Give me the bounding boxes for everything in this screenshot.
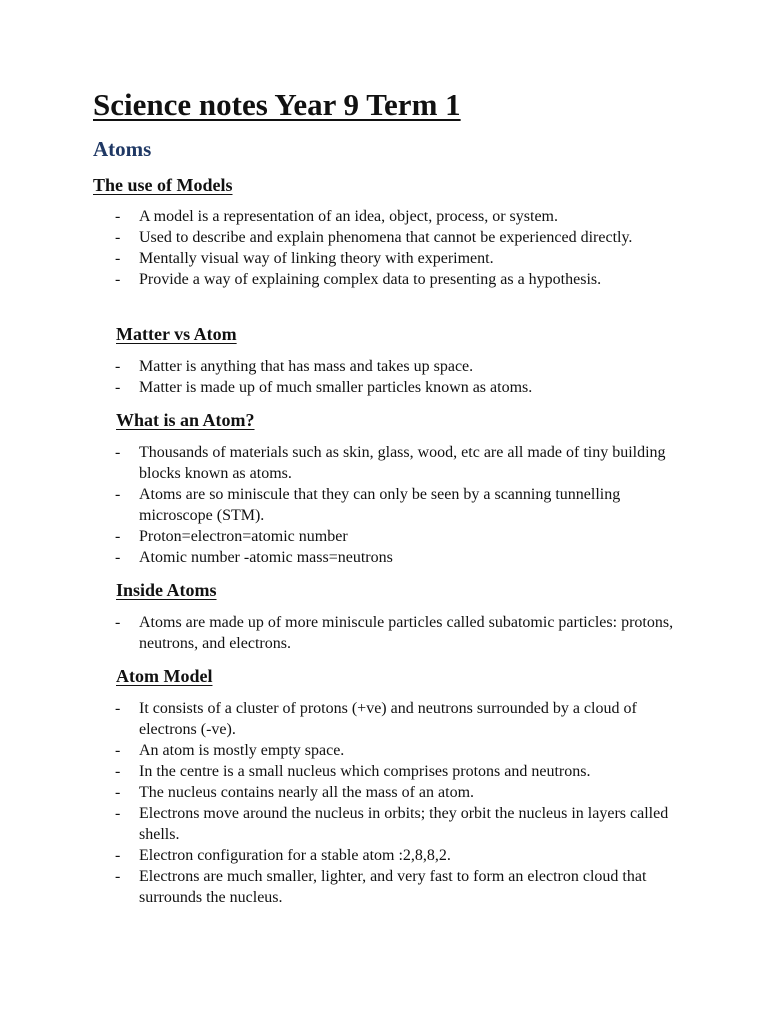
bullet-dash: - xyxy=(115,868,121,885)
section-heading-inside-atoms: Inside Atoms xyxy=(116,580,217,600)
document-title: Science notes Year 9 Term 1 xyxy=(93,87,461,122)
list-item xyxy=(113,740,683,761)
list-item xyxy=(113,612,683,654)
matter-list xyxy=(113,356,683,398)
list-item-text: Electrons are much smaller, lighter, and very fast to form an electron cloud that surrounds the nucleus. xyxy=(139,868,647,906)
list-item xyxy=(113,356,683,377)
list-item-text: Proton=electron=atomic number xyxy=(139,528,348,545)
list-item-text: Atoms are made up of more miniscule particles called subatomic particles: protons, neutrons, and electrons. xyxy=(139,614,674,652)
list-item xyxy=(113,698,683,740)
list-item-text: Electrons move around the nucleus in orbits; they orbit the nucleus in layers called shells. xyxy=(139,805,669,843)
list-item xyxy=(113,248,683,269)
list-item xyxy=(113,866,683,908)
list-item xyxy=(113,761,683,782)
bullet-dash: - xyxy=(115,700,121,717)
list-item xyxy=(113,377,683,398)
bullet-dash: - xyxy=(115,528,121,545)
list-item-text: Electron configuration for a stable atom :2,8,8,2. xyxy=(139,847,451,864)
bullet-dash: - xyxy=(115,444,121,461)
bullet-dash: - xyxy=(115,763,121,780)
bullet-dash: - xyxy=(115,549,121,566)
bullet-dash: - xyxy=(115,614,121,631)
bullet-dash: - xyxy=(115,208,121,225)
list-item-text: A model is a representation of an idea, object, process, or system. xyxy=(139,208,558,225)
bullet-dash: - xyxy=(115,271,121,288)
list-item xyxy=(113,845,683,866)
list-item-text: The nucleus contains nearly all the mass of an atom. xyxy=(139,784,475,801)
bullet-dash: - xyxy=(115,847,121,864)
bullet-dash: - xyxy=(115,250,121,267)
list-item xyxy=(113,206,683,227)
list-item xyxy=(113,782,683,803)
bullet-dash: - xyxy=(115,229,121,246)
section-heading-matter-vs-atom: Matter vs Atom xyxy=(116,324,237,344)
list-item-text: Atomic number -atomic mass=neutrons xyxy=(139,549,393,566)
list-item-text: In the centre is a small nucleus which comprises protons and neutrons. xyxy=(139,763,591,780)
section-heading-atom-model: Atom Model xyxy=(116,666,213,686)
bullet-dash: - xyxy=(115,379,121,396)
atom-model-list xyxy=(113,698,683,908)
list-item-text: Matter is made up of much smaller particles known as atoms. xyxy=(139,379,533,396)
list-item xyxy=(113,547,683,568)
bullet-dash: - xyxy=(115,486,121,503)
section-heading-use-of-models: The use of Models xyxy=(93,175,233,195)
list-item-text: It consists of a cluster of protons (+ve) and neutrons surrounded by a cloud of electrons (-ve). xyxy=(139,700,637,738)
models-list xyxy=(113,206,683,290)
list-item-text: Mentally visual way of linking theory with experiment. xyxy=(139,250,494,267)
list-item-text: An atom is mostly empty space. xyxy=(139,742,345,759)
list-item xyxy=(113,484,683,526)
bullet-dash: - xyxy=(115,358,121,375)
list-item-text: Provide a way of explaining complex data to presenting as a hypothesis. xyxy=(139,271,602,288)
bullet-dash: - xyxy=(115,805,121,822)
inside-atoms-list xyxy=(113,612,683,654)
list-item xyxy=(113,803,683,845)
list-item xyxy=(113,442,683,484)
bullet-dash: - xyxy=(115,742,121,759)
list-item xyxy=(113,526,683,547)
section-heading-what-is-an-atom: What is an Atom? xyxy=(116,410,255,430)
bullet-dash: - xyxy=(115,784,121,801)
subject-heading: Atoms xyxy=(93,137,152,161)
list-item-text: Used to describe and explain phenomena that cannot be experienced directly. xyxy=(139,229,633,246)
list-item xyxy=(113,269,683,290)
what-is-atom-list xyxy=(113,442,683,568)
list-item-text: Thousands of materials such as skin, glass, wood, etc are all made of tiny building blocks known as atoms. xyxy=(139,444,666,482)
list-item-text: Matter is anything that has mass and takes up space. xyxy=(139,358,474,375)
list-item xyxy=(113,227,683,248)
list-item-text: Atoms are so miniscule that they can only be seen by a scanning tunnelling microscope (STM). xyxy=(139,486,621,524)
